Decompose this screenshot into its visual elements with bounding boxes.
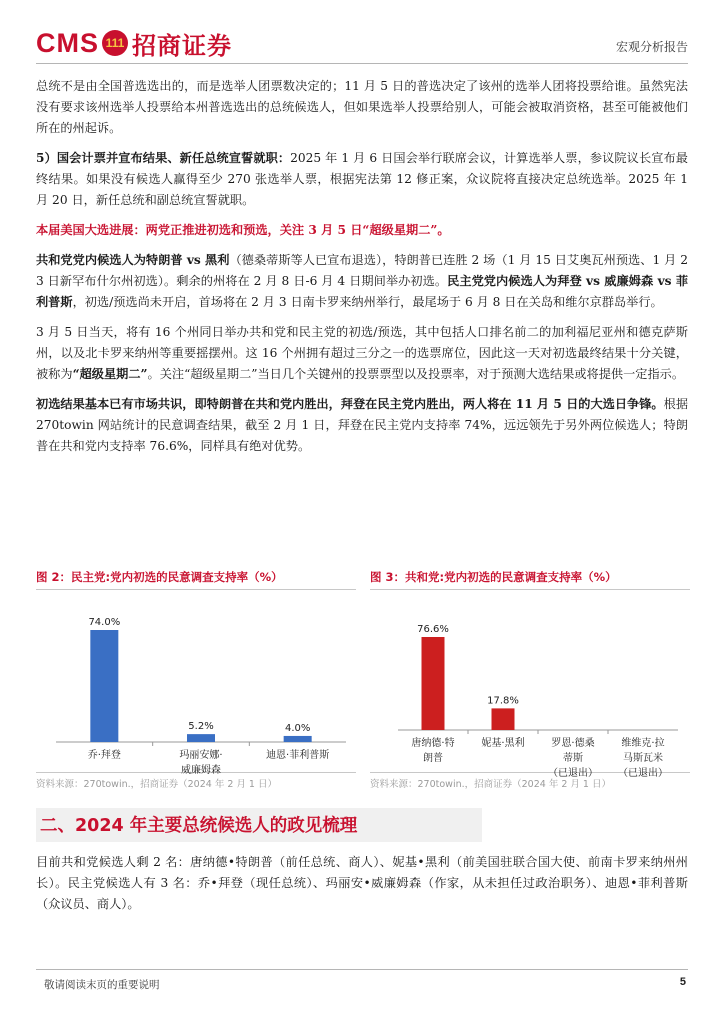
figure-2-title: 图 2：民主党:党内初选的民意调查支持率（%） [36,570,283,584]
figure-3-title: 图 3：共和党:党内初选的民意调查支持率（%） [370,570,617,584]
chart1-category-label-1-line-0: 妮基·黑利 [481,738,525,749]
chart1-category-label-3 [618,736,668,779]
super-tuesday-intro: 3 月 5 日当天，将有 16 个州同日举办共和党和民主党的初选/预选，其中包括人口排名前二的加利福尼亚州和德克萨斯州，以及北卡罗来纳州等重要摇摆州。这 16 个州拥有超过三分之一的选票席位，因此这一天对初选最终结果十分关键，被称为 [36,325,688,381]
chart0-category-label-1 [179,748,222,776]
chart1-bar-0 [422,637,445,730]
chart1-category-label-2-line-1: 蒂斯 [563,753,583,764]
chart1-category-label-0-line-1: 朗普 [423,753,443,764]
chart1-category-label-2 [548,736,598,779]
chart1-category-label-3-line-0: 维维克·拉 [621,738,665,749]
footer-divider [36,969,688,970]
chart0-category-label-0 [88,748,121,761]
logo-cms-text: CMS [36,27,99,58]
brand-logo [36,26,232,60]
report-type-label: 宏观分析报告 [615,40,688,54]
democratic-candidates-detail: ，初选/预选尚未开启，首场将在 2 月 3 日南卡罗来纳州举行，最尾场于 6 月 8 日在关岛和维尔京群岛举行。 [72,295,663,309]
chart0-bar-1 [187,734,215,742]
bottom-content [36,852,688,924]
chart1-bar-1 [492,708,515,730]
republican-candidates-bold: 共和党党内候选人为特朗普 vs 黑利 [36,253,230,267]
section-heading-block [36,808,482,842]
super-tuesday-detail: 。关注“超级星期二”当日几个关键州的投票票型以及投票率，对于预测大选结果或将提供一定指示。 [147,367,685,381]
chart0-category-label-1-line-1: 威廉姆森 [181,765,221,776]
democratic-candidates-bold: 民主党党内候选人为拜登 vs 威廉姆森 vs 菲利普斯 [36,274,689,309]
figure-3-source: 资料来源：270towin.，招商证券（2024 年 2 月 1 日） [370,772,690,790]
figure-3 [370,568,690,790]
header-divider [36,63,688,64]
logo-badge-icon: 111 [102,30,128,56]
page-header [36,26,688,66]
chart0-data-label-2: 4.0% [284,722,311,734]
main-content [36,76,688,466]
paragraph-remaining-candidates: 目前共和党候选人剩 2 名：唐纳德•特朗普（前任总统、商人）、妮基•黑利（前美国驻联合国大使、前南卡罗来纳州州长）。民主党候选人有 3 名：乔•拜登（现任总统）、玛丽安•威廉姆森（作家，从未担任过政治职务）、迪恩•菲利普斯（众议员、商人）。 [36,855,688,911]
republican-candidates-detail: （德桑蒂斯等人已宣布退选），特朗普已连胜 2 场（1 月 15 日艾奥瓦州预选、1 月 23 日新罕布什尔州初选）。剩余的州将在 2 月 8 日-6 月 4 日期间举办初选。 [36,253,688,288]
consensus-bold: 初选结果基本已有市场共识，即特朗普在共和党内胜出，拜登在民主党内胜出，两人将在 11 月 5 日的大选日争锋。 [36,397,664,411]
chart1-category-label-3-line-1: 马斯瓦米 [623,753,663,764]
chart1-category-label-0 [411,736,454,764]
chart0-category-label-2-line-0: 迪恩·菲利普斯 [266,750,330,761]
section-subheading-progress: 本届美国大选进展：两党正推进初选和预选，关注 3 月 5 日“超级星期二”。 [36,223,450,237]
logo-company-name: 招商证券 [132,31,232,60]
chart0-bar-0 [90,630,118,742]
super-tuesday-bold: “超级星期二” [72,367,148,381]
chart1-category-label-0-line-0: 唐纳德·特 [411,738,455,749]
chart1-category-label-1 [481,736,524,749]
chart0-data-label-0: 74.0% [88,617,121,628]
paragraph-super-tuesday [36,322,688,385]
chart0-data-label-1: 5.2% [188,721,214,733]
footer-disclaimer: 敬请阅读末页的重要说明 [44,979,160,991]
figure-3-chart [370,590,688,779]
chart0-bar-2 [284,736,312,742]
paragraph-candidates [36,250,688,313]
section-heading: 二、2024 年主要总统候选人的政见梳理 [40,816,358,836]
figure-2 [36,568,356,790]
page-number: 5 [679,976,686,988]
paragraph-electors: 总统不是由全国普选选出的，而是选举人团票数决定的；11 月 5 日的普选决定了该州的选举人团将投票给谁。虽然宪法没有要求该州选举人投票给本州普选选出的总统候选人，但如果选举人投票给别人，可能会被取消资格，甚至可能被他们所在的州起诉。 [36,79,688,135]
chart1-category-label-2-line-0: 罗恩·德桑 [551,738,595,749]
chart1-category-label-2-line-2: （已退出） [548,768,598,779]
paragraph-congress-heading: 5）国会计票并宣布结果、新任总统宣誓就职： [36,151,291,165]
chart1-category-label-3-line-2: （已退出） [618,768,668,779]
figure-2-chart [36,590,356,776]
chart1-data-label-0: 76.6% [417,624,449,635]
chart1-data-label-1: 17.8% [487,695,519,707]
chart0-category-label-1-line-0: 玛丽安娜· [179,750,223,761]
consensus-detail: 根据 270towin 网站统计的民意调查结果，截至 2 月 1 日，拜登在民主党内支持率 74%，远远领先于另外两位候选人；特朗普在共和党内支持率 76.6%，同样具有绝对优势。 [36,397,689,453]
chart0-category-label-2 [266,748,329,761]
chart0-category-label-0-line-0: 乔·拜登 [87,750,121,761]
figure-2-source: 资料来源：270towin.，招商证券（2024 年 2 月 1 日） [36,772,356,790]
paragraph-congress-body: 2025 年 1 月 6 日国会举行联席会议，计算选举人票，参议院议长宣布最终结果。如果没有候选人赢得至少 270 张选举人票，根据宪法第 12 修正案，众议院将直接决定总统选举。2025 年 1 月 20 日，新任总统和副总统宣誓就职。 [36,151,688,207]
paragraph-congress-count [36,148,688,211]
paragraph-consensus [36,394,688,457]
